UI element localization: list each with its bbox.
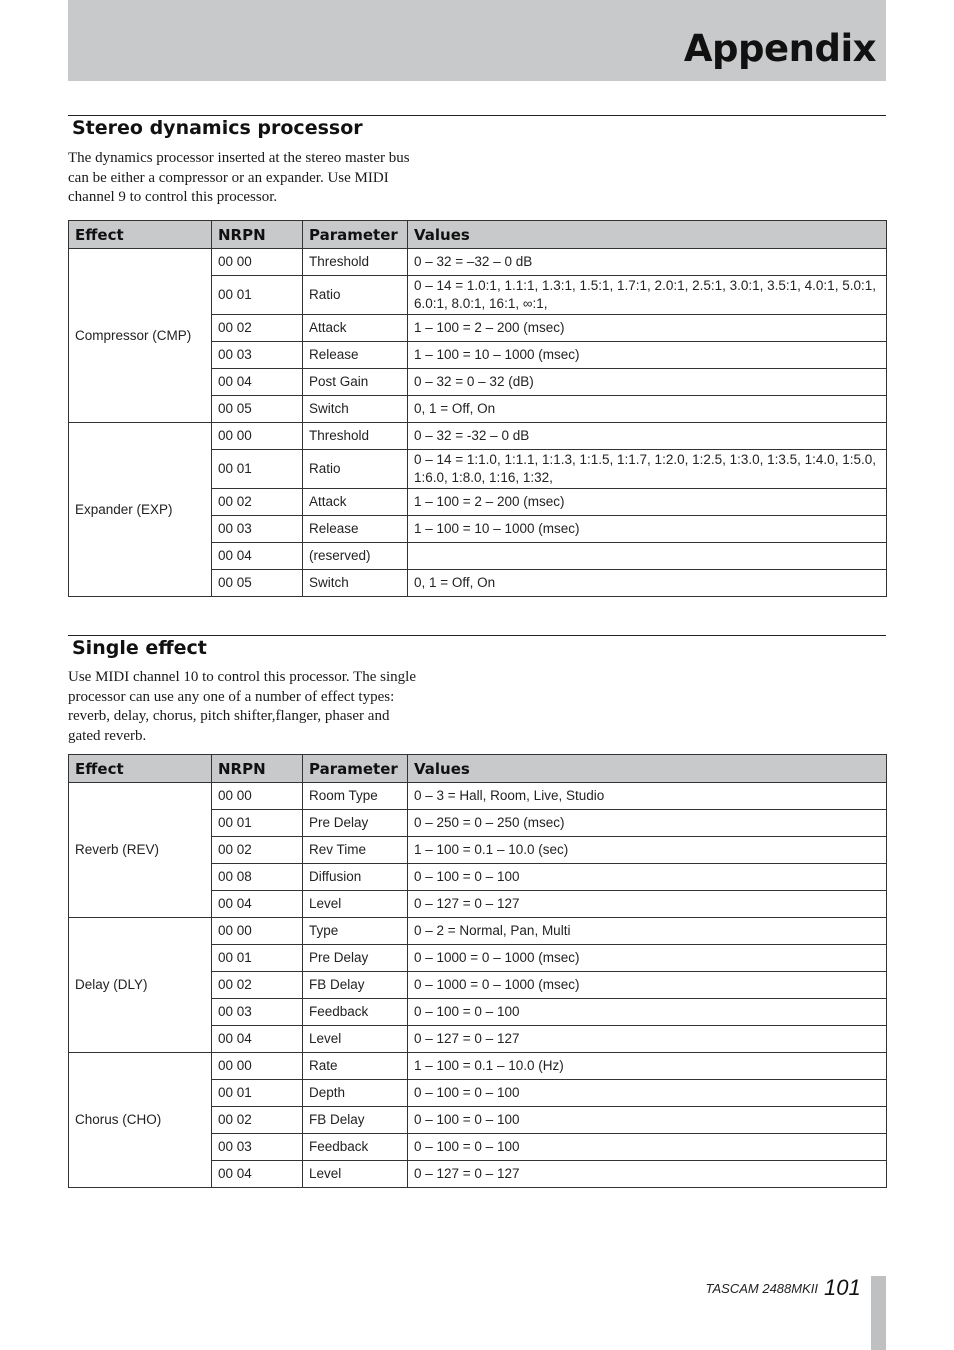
column-header-effect: Effect [69, 755, 212, 783]
table-row [69, 249, 887, 276]
parameter-cell: Ratio [303, 450, 408, 489]
column-header-nrpn: NRPN [212, 755, 303, 783]
values-cell: 0, 1 = Off, On [408, 570, 887, 597]
nrpn-cell: 00 00 [212, 918, 303, 945]
values-cell: 0 – 2 = Normal, Pan, Multi [408, 918, 887, 945]
nrpn-cell: 00 00 [212, 249, 303, 276]
section-divider [68, 115, 886, 116]
parameter-cell: FB Delay [303, 972, 408, 999]
parameter-cell: (reserved) [303, 543, 408, 570]
table-row [69, 423, 887, 450]
values-cell: 0 – 3 = Hall, Room, Live, Studio [408, 783, 887, 810]
values-cell: 0 – 14 = 1.0:1, 1.1:1, 1.3:1, 1.5:1, 1.7:1, 2.0:1, 2.5:1, 3.0:1, 3.5:1, 4.0:1, 5.0:1, 6.0:1, 8.0:1, 16:1, ∞:1, [408, 276, 887, 315]
nrpn-cell: 00 02 [212, 837, 303, 864]
parameter-cell: Pre Delay [303, 810, 408, 837]
parameter-cell: Rev Time [303, 837, 408, 864]
nrpn-cell: 00 00 [212, 1053, 303, 1080]
nrpn-cell: 00 01 [212, 810, 303, 837]
nrpn-cell: 00 00 [212, 423, 303, 450]
parameter-cell: Attack [303, 315, 408, 342]
table-row [69, 918, 887, 945]
effect-cell: Reverb (REV) [69, 783, 212, 918]
page-number: 101 [824, 1275, 861, 1300]
section-intro-single-effect [68, 668, 416, 746]
values-cell: 0 – 100 = 0 – 100 [408, 864, 887, 891]
values-cell: 1 – 100 = 2 – 200 (msec) [408, 489, 887, 516]
page-edge-tab [871, 1276, 886, 1350]
nrpn-cell: 00 02 [212, 315, 303, 342]
values-cell: 1 – 100 = 10 – 1000 (msec) [408, 516, 887, 543]
values-cell: 0 – 32 = –32 – 0 dB [408, 249, 887, 276]
parameter-cell: Attack [303, 489, 408, 516]
page-title: Appendix [683, 27, 876, 70]
nrpn-cell: 00 02 [212, 489, 303, 516]
effect-cell: Delay (DLY) [69, 918, 212, 1053]
section-title-single-effect: Single effect [72, 637, 207, 659]
parameter-cell: Level [303, 1026, 408, 1053]
nrpn-cell: 00 05 [212, 396, 303, 423]
table-row [69, 1053, 887, 1080]
parameter-cell: Room Type [303, 783, 408, 810]
parameter-cell: Level [303, 1161, 408, 1188]
values-cell: 0 – 127 = 0 – 127 [408, 891, 887, 918]
parameter-cell: Diffusion [303, 864, 408, 891]
values-cell: 0 – 127 = 0 – 127 [408, 1026, 887, 1053]
parameter-cell: Depth [303, 1080, 408, 1107]
parameter-cell: FB Delay [303, 1107, 408, 1134]
parameter-cell: Pre Delay [303, 945, 408, 972]
column-header-nrpn: NRPN [212, 221, 303, 249]
effect-cell: Chorus (CHO) [69, 1053, 212, 1188]
column-header-values: Values [408, 755, 887, 783]
values-cell: 0 – 1000 = 0 – 1000 (msec) [408, 945, 887, 972]
table-header-row [69, 755, 887, 783]
intro-line: can be either a compressor or an expander. Use MIDI [68, 169, 389, 186]
effect-cell: Expander (EXP) [69, 423, 212, 597]
parameter-cell: Threshold [303, 249, 408, 276]
parameter-cell: Feedback [303, 1134, 408, 1161]
table-header-row [69, 221, 887, 249]
header-band [68, 0, 886, 81]
values-cell: 0 – 14 = 1:1.0, 1:1.1, 1:1.3, 1:1.5, 1:1.7, 1:2.0, 1:2.5, 1:3.0, 1:3.5, 1:4.0, 1:5.0, 1:6.0, 1:8.0, 1:16, 1:32, [408, 450, 887, 489]
values-cell: 0 – 250 = 0 – 250 (msec) [408, 810, 887, 837]
nrpn-cell: 00 00 [212, 783, 303, 810]
nrpn-cell: 00 01 [212, 276, 303, 315]
values-cell: 1 – 100 = 2 – 200 (msec) [408, 315, 887, 342]
parameter-cell: Threshold [303, 423, 408, 450]
section-title-stereo-dynamics: Stereo dynamics processor [72, 117, 363, 139]
nrpn-cell: 00 03 [212, 999, 303, 1026]
values-cell: 1 – 100 = 0.1 – 10.0 (Hz) [408, 1053, 887, 1080]
nrpn-cell: 00 01 [212, 1080, 303, 1107]
values-cell: 0 – 32 = 0 – 32 (dB) [408, 369, 887, 396]
section-intro-stereo-dynamics [68, 149, 410, 208]
parameter-cell: Rate [303, 1053, 408, 1080]
values-cell: 0 – 32 = -32 – 0 dB [408, 423, 887, 450]
parameter-cell: Feedback [303, 999, 408, 1026]
intro-line: channel 9 to control this processor. [68, 189, 278, 205]
parameter-cell: Release [303, 516, 408, 543]
values-cell: 0 – 100 = 0 – 100 [408, 999, 887, 1026]
values-cell: 0 – 100 = 0 – 100 [408, 1134, 887, 1161]
values-cell [408, 543, 887, 570]
nrpn-cell: 00 03 [212, 516, 303, 543]
column-header-values: Values [408, 221, 887, 249]
effect-cell: Compressor (CMP) [69, 249, 212, 423]
intro-line: reverb, delay, chorus, pitch shifter,flanger, phaser and [68, 708, 390, 724]
values-cell: 0, 1 = Off, On [408, 396, 887, 423]
values-cell: 0 – 100 = 0 – 100 [408, 1107, 887, 1134]
nrpn-cell: 00 05 [212, 570, 303, 597]
values-cell: 0 – 127 = 0 – 127 [408, 1161, 887, 1188]
parameter-cell: Type [303, 918, 408, 945]
nrpn-cell: 00 02 [212, 1107, 303, 1134]
column-header-parameter: Parameter [303, 755, 408, 783]
values-cell: 1 – 100 = 0.1 – 10.0 (sec) [408, 837, 887, 864]
parameter-cell: Ratio [303, 276, 408, 315]
nrpn-cell: 00 04 [212, 1161, 303, 1188]
nrpn-cell: 00 03 [212, 1134, 303, 1161]
intro-line: The dynamics processor inserted at the stereo master bus [68, 150, 410, 166]
footer-product-name: TASCAM 2488MKII [705, 1281, 818, 1296]
single-effect-table [68, 754, 887, 1188]
parameter-cell: Level [303, 891, 408, 918]
values-cell: 1 – 100 = 10 – 1000 (msec) [408, 342, 887, 369]
intro-line: processor can use any one of a number of effect types: [68, 688, 395, 705]
nrpn-cell: 00 04 [212, 891, 303, 918]
nrpn-cell: 00 04 [212, 369, 303, 396]
column-header-parameter: Parameter [303, 221, 408, 249]
nrpn-cell: 00 04 [212, 1026, 303, 1053]
column-header-effect: Effect [69, 221, 212, 249]
nrpn-cell: 00 02 [212, 972, 303, 999]
parameter-cell: Switch [303, 396, 408, 423]
intro-line: gated reverb. [68, 727, 147, 744]
nrpn-cell: 00 03 [212, 342, 303, 369]
parameter-cell: Switch [303, 570, 408, 597]
stereo-dynamics-table [68, 220, 887, 597]
intro-line: Use MIDI channel 10 to control this processor. The single [68, 669, 416, 685]
section-divider [68, 635, 886, 636]
parameter-cell: Post Gain [303, 369, 408, 396]
nrpn-cell: 00 08 [212, 864, 303, 891]
parameter-cell: Release [303, 342, 408, 369]
nrpn-cell: 00 01 [212, 945, 303, 972]
nrpn-cell: 00 04 [212, 543, 303, 570]
nrpn-cell: 00 01 [212, 450, 303, 489]
table-row [69, 783, 887, 810]
values-cell: 0 – 1000 = 0 – 1000 (msec) [408, 972, 887, 999]
values-cell: 0 – 100 = 0 – 100 [408, 1080, 887, 1107]
